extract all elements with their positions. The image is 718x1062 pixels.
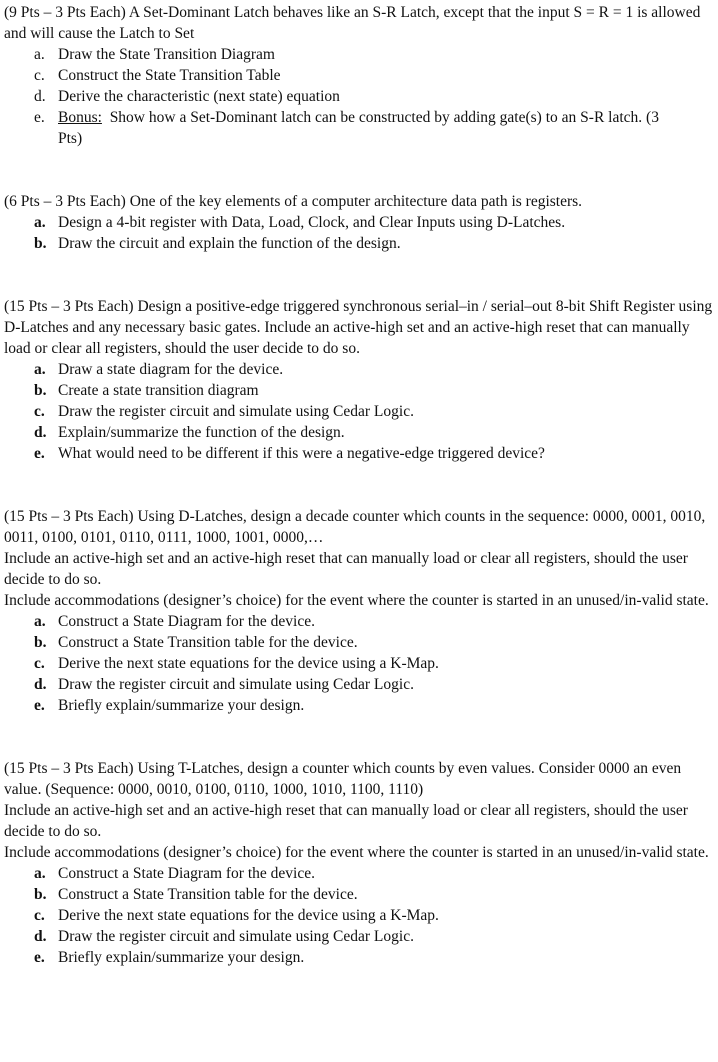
item-text: Draw the register circuit and simulate using Cedar Logic. [58,928,414,945]
list-item [34,905,718,926]
problem-1-items [4,44,718,149]
item-letter: c. [34,907,45,924]
problem-5-intro-3: Include accommodations (designer’s choice) for the event where the counter is started in an unused/in-valid state. [4,844,709,861]
list-item [34,212,718,233]
problem-4-intro-2: Include an active-high set and an active-high reset that can manually load or clear all registers, should the user decide to do so. [4,550,688,588]
list-item [34,44,718,65]
item-letter: c. [34,655,45,672]
problem-1 [4,2,718,149]
list-item [34,401,718,422]
item-letter: e. [34,109,45,126]
problem-3 [4,296,718,464]
item-text: Explain/summarize the function of the design. [58,424,345,441]
problem-4-items [4,611,718,716]
list-item [34,107,718,149]
list-item [34,884,718,905]
item-letter: d. [34,424,47,441]
list-item [34,422,718,443]
problem-4-intro-3: Include accommodations (designer’s choice) for the event where the counter is started in an unused/in-valid state. [4,592,709,609]
item-text: Construct a State Transition table for the device. [58,886,358,903]
item-text: Briefly explain/summarize your design. [58,697,305,714]
item-letter: e. [34,445,45,462]
problem-3-items [4,359,718,464]
item-letter: b. [34,235,47,252]
item-text: Briefly explain/summarize your design. [58,949,305,966]
item-letter: b. [34,382,47,399]
item-text: Create a state transition diagram [58,382,259,399]
bonus-label: Bonus: [58,109,102,126]
list-item [34,695,718,716]
list-item [34,926,718,947]
item-text: Draw the State Transition Diagram [58,46,275,63]
item-text [58,107,718,149]
item-text: Derive the next state equations for the device using a K-Map. [58,907,439,924]
problem-1-intro: (9 Pts – 3 Pts Each) A Set-Dominant Latch behaves like an S-R Latch, except that the input S = R = 1 is allowed and will cause the Latch to Set [4,4,701,42]
list-item [34,611,718,632]
list-item [34,863,718,884]
item-letter: a. [34,613,46,630]
item-text: Draw the circuit and explain the function of the design. [58,235,401,252]
list-item [34,674,718,695]
problem-5-items [4,863,718,968]
item-text: Construct a State Diagram for the device. [58,613,315,630]
item-letter: a. [34,46,45,63]
item-letter: b. [34,886,47,903]
list-item [34,443,718,464]
item-text: Construct the State Transition Table [58,67,281,84]
item-text: Design a 4-bit register with Data, Load, Clock, and Clear Inputs using D-Latches. [58,214,566,231]
list-item [34,359,718,380]
item-letter: d. [34,88,46,105]
item-letter: e. [34,949,45,966]
item-text: Derive the next state equations for the device using a K-Map. [58,655,439,672]
item-letter: a. [34,214,46,231]
item-letter: a. [34,865,46,882]
problem-2-intro: (6 Pts – 3 Pts Each) One of the key elements of a computer architecture data path is registers. [4,193,583,210]
list-item [34,86,718,107]
list-item [34,947,718,968]
item-letter: d. [34,928,47,945]
problem-5-intro: (15 Pts – 3 Pts Each) Using T-Latches, design a counter which counts by even values. Consider 0000 an even value. (Sequence: 0000, 0010, 0100, 0110, 1000, 1010, 1100, 1110) [4,760,682,798]
bonus-text: Show how a Set-Dominant latch can be constructed by adding gate(s) to an S-R latch. (3 Pts) [58,109,659,147]
list-item [34,233,718,254]
item-text: Draw the register circuit and simulate using Cedar Logic. [58,403,414,420]
item-text: Construct a State Transition table for the device. [58,634,358,651]
list-item [34,632,718,653]
problem-5-intro-2: Include an active-high set and an active-high reset that can manually load or clear all registers, should the user decide to do so. [4,802,688,840]
item-letter: b. [34,634,47,651]
list-item [34,65,718,86]
item-letter: c. [34,67,45,84]
problem-4-intro: (15 Pts – 3 Pts Each) Using D-Latches, design a decade counter which counts in the sequence: 0000, 0001, 0010, 0011, 0100, 0101, 0110, 0111, 1000, 1001, 0000,… [4,508,706,546]
item-text: Construct a State Diagram for the device. [58,865,315,882]
problem-2 [4,191,718,254]
item-letter: c. [34,403,45,420]
item-text: Draw the register circuit and simulate using Cedar Logic. [58,676,414,693]
item-text: Derive the characteristic (next state) equation [58,88,340,105]
problem-4 [4,506,718,716]
problem-2-items [4,212,718,254]
item-letter: a. [34,361,46,378]
problem-3-intro: (15 Pts – 3 Pts Each) Design a positive-edge triggered synchronous serial–in / serial–out 8-bit Shift Register using D-Latches and any necessary basic gates. Include an active-high set and an active-high reset that can manually load or clear all registers, should the user decide to do so. [4,298,713,357]
item-letter: e. [34,697,45,714]
list-item [34,380,718,401]
list-item [34,653,718,674]
item-text: What would need to be different if this were a negative-edge triggered device? [58,445,545,462]
item-text: Draw a state diagram for the device. [58,361,284,378]
problem-5 [4,758,718,968]
item-letter: d. [34,676,47,693]
